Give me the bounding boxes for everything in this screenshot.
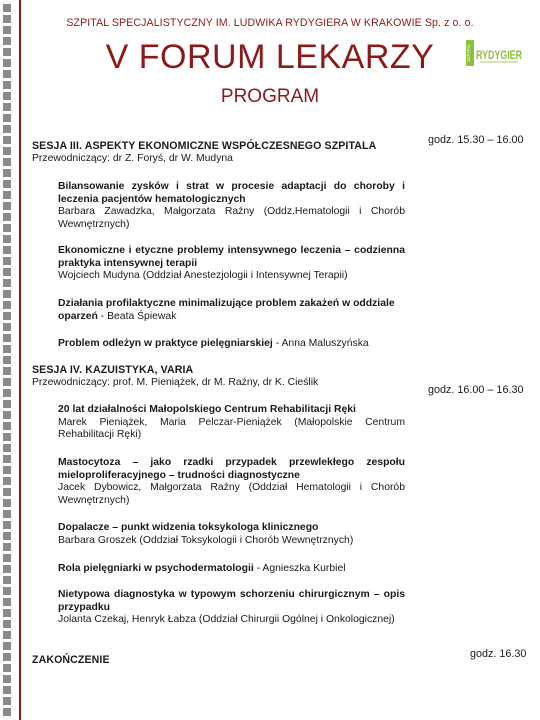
svg-text:RYDYGIER: RYDYGIER xyxy=(476,48,523,62)
session-4-title: SESJA IV. KAZUISTYKA, VARIA xyxy=(32,364,194,376)
strip-square xyxy=(3,565,11,573)
left-decorative-strip xyxy=(0,0,18,720)
strip-square xyxy=(3,4,11,12)
session-3-title: SESJA III. ASPEKTY EKONOMICZNE WSPÓŁCZESNEGO SZPITALA xyxy=(32,140,377,152)
item-title: Nietypowa diagnostyka w typowym schorzeniu chirurgicznym – opis przypadku xyxy=(58,589,405,613)
strip-square xyxy=(3,554,11,562)
strip-square xyxy=(3,455,11,463)
strip-square xyxy=(3,290,11,298)
strip-square xyxy=(3,125,11,133)
item-author: - Beata Śpiewak xyxy=(97,310,177,322)
item-title: Działania profilaktyczne minimalizujące problem zakażeń w oddziale oparzeń xyxy=(58,298,395,322)
item-author: Jacek Dybowicz, Małgorzata Raźny (Oddział Hematologii i Chorób Wewnętrznych) xyxy=(58,482,405,506)
strip-square xyxy=(3,411,11,419)
left-accent-line xyxy=(19,0,21,720)
strip-square xyxy=(3,213,11,221)
closing-time: godz. 16.30 xyxy=(470,648,527,660)
strip-square xyxy=(3,708,11,716)
strip-square xyxy=(3,642,11,650)
strip-square xyxy=(3,257,11,265)
item-author: Jolanta Czekaj, Henryk Łabza (Oddział Chirurgii Ogólnej i Onkologicznej) xyxy=(58,614,395,625)
strip-square xyxy=(3,697,11,705)
strip-square xyxy=(3,532,11,540)
item-author: Barbara Groszek (Oddział Toksykologii i Chorób Wewnętrznych) xyxy=(58,534,354,546)
strip-square xyxy=(3,488,11,496)
strip-square xyxy=(3,587,11,595)
strip-square xyxy=(3,268,11,276)
strip-square xyxy=(3,631,11,639)
strip-square xyxy=(3,345,11,353)
strip-square xyxy=(3,422,11,430)
item-author: Wojciech Mudyna (Oddział Anestezjologii i Intensywnej Terapii) xyxy=(58,270,348,281)
session-3-item-4 xyxy=(58,338,458,351)
strip-square xyxy=(3,675,11,683)
strip-square xyxy=(3,235,11,243)
strip-square xyxy=(3,664,11,672)
session-3-item-2 xyxy=(58,245,405,283)
strip-square xyxy=(3,147,11,155)
session-4-item-2 xyxy=(58,457,405,507)
strip-square xyxy=(3,477,11,485)
item-author: Marek Pieniążek, Maria Pelczar-Pieniążek (Małopolskie Centrum Rehabilitacji Ręki) xyxy=(58,416,405,440)
session-4-item-4 xyxy=(58,563,458,576)
forum-title: V FORUM LEKARZY xyxy=(105,38,435,76)
strip-square xyxy=(3,202,11,210)
strip-square xyxy=(3,510,11,518)
strip-square xyxy=(3,686,11,694)
session-4-item-3 xyxy=(58,522,405,547)
strip-square xyxy=(3,598,11,606)
session-3-item-1 xyxy=(58,181,405,231)
session-3-time: godz. 15.30 – 16.00 xyxy=(428,134,524,146)
strip-square xyxy=(3,301,11,309)
strip-square xyxy=(3,334,11,342)
strip-square xyxy=(3,224,11,232)
strip-square xyxy=(3,136,11,144)
strip-square xyxy=(3,433,11,441)
strip-square xyxy=(3,356,11,364)
item-title: Dopalacze – punkt widzenia toksykologa klinicznego xyxy=(58,522,319,533)
institution-name: SZPITAL SPECJALISTYCZNY IM. LUDWIKA RYDYGIERA W KRAKOWIE Sp. z o. o. xyxy=(66,17,474,29)
strip-square xyxy=(3,169,11,177)
session-4-item-1 xyxy=(58,404,405,442)
strip-square xyxy=(3,576,11,584)
item-title: Mastocytoza – jako rzadki przypadek przewlekłego zespołu mieloproliferacyjnego – trudności diagnostyczne xyxy=(58,457,405,481)
session-4-time: godz. 16.00 – 16.30 xyxy=(428,384,524,396)
strip-square xyxy=(3,180,11,188)
strip-square xyxy=(3,389,11,397)
item-title: Ekonomiczne i etyczne problemy intensywnego leczenia – codzienna praktyka intensywnej terapii xyxy=(58,245,405,269)
strip-square xyxy=(3,378,11,386)
strip-square xyxy=(3,609,11,617)
strip-square xyxy=(3,521,11,529)
item-title: 20 lat działalności Małopolskiego Centrum Rehabilitacji Ręki xyxy=(58,404,356,415)
item-author: - Anna Maluszyńska xyxy=(272,338,369,349)
strip-square xyxy=(3,312,11,320)
item-title: Problem odleżyn w praktyce pielęgniarskiej xyxy=(58,338,273,349)
strip-square xyxy=(3,114,11,122)
strip-square xyxy=(3,620,11,628)
strip-square xyxy=(3,653,11,661)
item-author: Barbara Zawadzka, Małgorzata Raźny (Oddz.Hematologii i Chorób Wewnętrznych) xyxy=(58,206,405,230)
session-3-item-3 xyxy=(58,298,405,323)
strip-square xyxy=(3,191,11,199)
strip-square xyxy=(3,158,11,166)
strip-square xyxy=(3,323,11,331)
strip-square xyxy=(3,444,11,452)
session-4-item-5 xyxy=(58,589,405,627)
item-title: Rola pielęgniarki w psychodermatologii xyxy=(58,563,254,574)
strip-square xyxy=(3,367,11,375)
strip-square xyxy=(3,466,11,474)
strip-square xyxy=(3,246,11,254)
closing-label: ZAKOŃCZENIE xyxy=(32,654,110,666)
session-3-chair: Przewodniczący: dr Z. Foryś, dr W. Mudyna xyxy=(32,153,233,164)
rydygier-logo xyxy=(466,32,524,76)
item-author: - Agnieszka Kurbiel xyxy=(253,563,346,574)
item-title: Bilansowanie zysków i strat w procesie adaptacji do choroby i leczenia pacjentów hematologicznych xyxy=(58,181,405,205)
session-4-chair: Przewodniczący: prof. M. Pieniążek, dr M. Raźny, dr K. Cieślik xyxy=(32,377,319,388)
strip-square xyxy=(3,499,11,507)
strip-square xyxy=(3,543,11,551)
strip-square xyxy=(3,400,11,408)
strip-square xyxy=(3,279,11,287)
svg-text:SZPITAL: SZPITAL xyxy=(466,44,471,62)
program-heading: PROGRAM xyxy=(220,86,320,107)
